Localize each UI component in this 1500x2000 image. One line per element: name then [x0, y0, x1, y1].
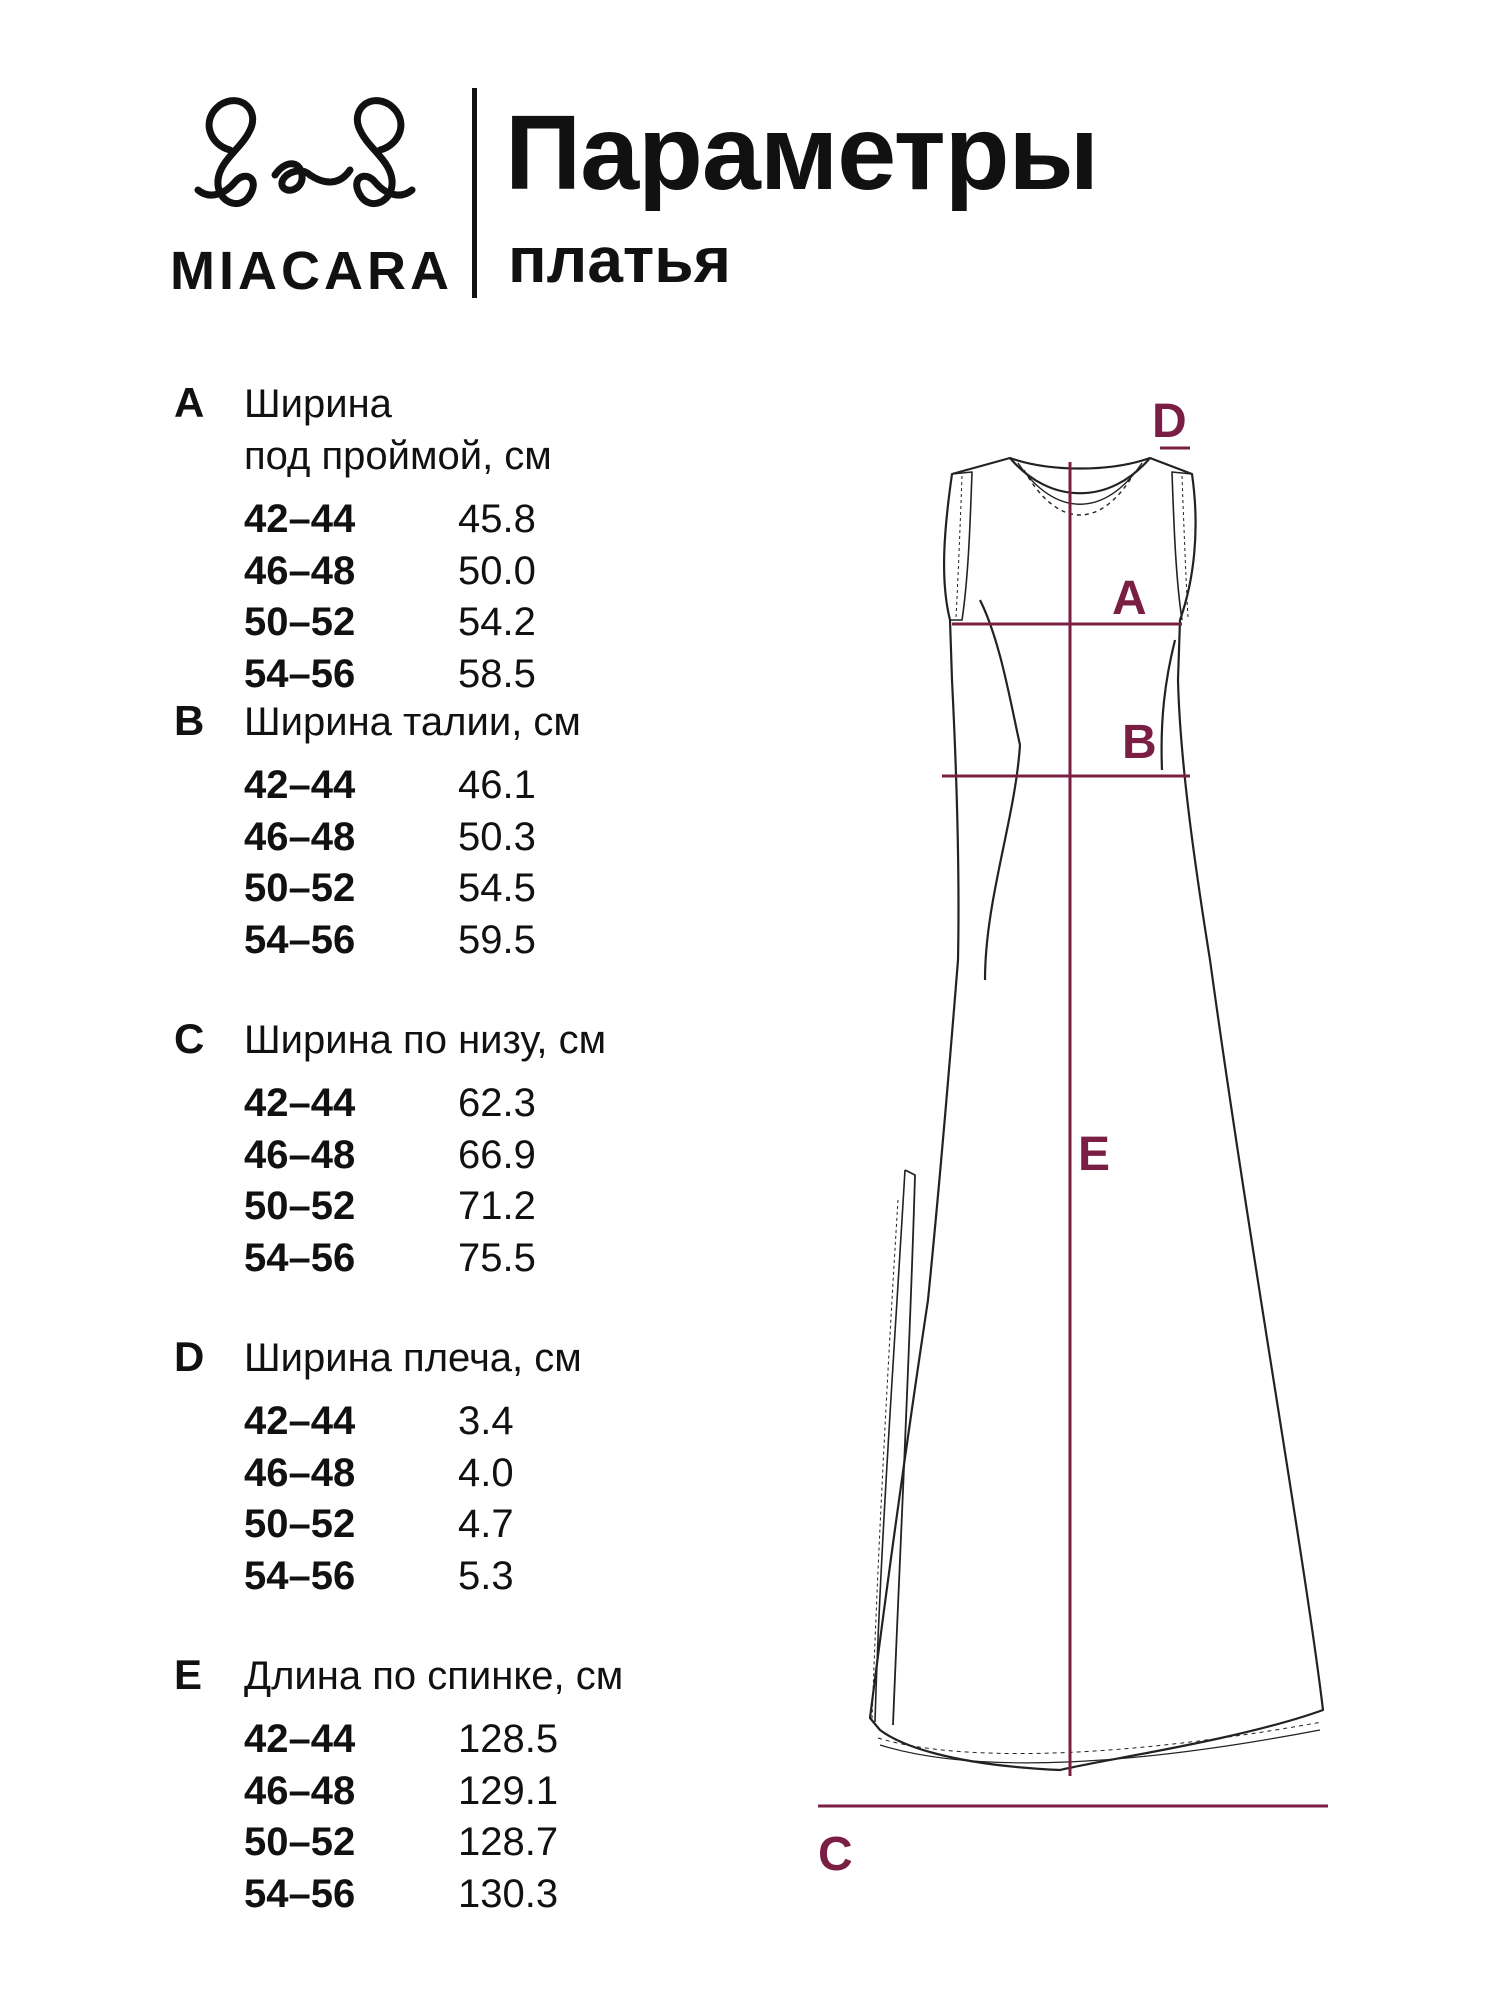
size-value: 4.0	[458, 1450, 514, 1495]
diagram-label-a: A	[1112, 572, 1147, 625]
table-row	[244, 760, 790, 812]
size-value: 71.2	[458, 1184, 536, 1228]
size-value: 5.3	[458, 1553, 514, 1598]
dress-diagram	[800, 380, 1360, 1900]
size-table	[244, 1078, 790, 1284]
sleeveless-maxi-dress-icon	[870, 458, 1323, 1770]
size-value: 128.7	[458, 1820, 559, 1864]
miacara-monogram-icon	[190, 90, 420, 220]
size-value: 129.1	[458, 1768, 559, 1813]
size-table	[244, 760, 790, 966]
measurement-c	[170, 1014, 790, 1332]
size-value: 4.7	[458, 1502, 514, 1546]
table-row	[244, 1396, 790, 1448]
table-row	[244, 546, 790, 598]
measurement-label: Ширина под проймой, см	[244, 382, 552, 478]
table-row	[244, 812, 790, 864]
size-range: 46–48	[244, 548, 356, 593]
size-value: 46.1	[458, 763, 536, 807]
table-row	[244, 494, 790, 546]
measurement-label: Ширина по низу, см	[244, 1018, 607, 1062]
size-range: 50–52	[244, 600, 356, 644]
size-range: 46–48	[244, 1450, 356, 1495]
size-range: 54–56	[244, 917, 356, 962]
measurement-e	[170, 1650, 790, 1920]
measurement-d	[170, 1332, 790, 1650]
page-subtitle: платья	[508, 224, 731, 296]
size-value: 75.5	[458, 1235, 536, 1280]
size-range: 42–44	[244, 497, 356, 541]
brand-logo	[170, 90, 453, 301]
diagram-label-c: C	[818, 1828, 853, 1881]
size-value: 54.2	[458, 600, 536, 644]
measurement-list	[170, 378, 790, 1920]
table-row	[244, 1499, 790, 1551]
table-row	[244, 1181, 790, 1233]
size-range: 42–44	[244, 1717, 356, 1761]
brand-name: MIACARA	[170, 241, 453, 301]
size-range: 42–44	[244, 1399, 356, 1443]
table-row	[244, 1869, 790, 1921]
size-table	[244, 494, 790, 700]
size-value: 128.5	[458, 1717, 559, 1761]
table-row	[244, 1766, 790, 1818]
size-value: 3.4	[458, 1399, 514, 1443]
diagram-label-d: D	[1152, 395, 1187, 448]
measurement-b	[170, 696, 790, 1014]
size-value: 62.3	[458, 1081, 536, 1125]
size-table	[244, 1714, 790, 1920]
size-value: 45.8	[458, 497, 536, 541]
table-row	[244, 649, 790, 701]
measurement-letter: B	[174, 697, 205, 744]
table-row	[244, 1551, 790, 1603]
measurement-letter: A	[174, 379, 205, 426]
table-row	[244, 1078, 790, 1130]
measurement-letter: C	[174, 1015, 205, 1062]
table-row	[244, 1714, 790, 1766]
page-title: Параметры	[505, 94, 1098, 212]
size-table	[244, 1396, 790, 1602]
size-value: 50.0	[458, 548, 536, 593]
header-divider	[472, 88, 477, 298]
size-range: 54–56	[244, 1871, 356, 1916]
table-row	[244, 1130, 790, 1182]
measurement-letter: D	[174, 1333, 205, 1380]
size-range: 46–48	[244, 1132, 356, 1177]
size-range: 50–52	[244, 866, 356, 910]
size-range: 46–48	[244, 814, 356, 859]
size-range: 42–44	[244, 763, 356, 807]
size-value: 130.3	[458, 1871, 559, 1916]
size-range: 54–56	[244, 1553, 356, 1598]
table-row	[244, 1817, 790, 1869]
measurement-a	[170, 378, 790, 696]
measurement-label: Ширина плеча, см	[244, 1336, 582, 1380]
table-row	[244, 915, 790, 967]
measurement-label: Длина по спинке, см	[244, 1654, 624, 1698]
diagram-label-b: B	[1122, 716, 1157, 769]
table-row	[244, 1448, 790, 1500]
size-value: 50.3	[458, 814, 536, 859]
size-range: 42–44	[244, 1081, 356, 1125]
size-value: 54.5	[458, 866, 536, 910]
table-row	[244, 863, 790, 915]
size-range: 54–56	[244, 651, 356, 696]
table-row	[244, 597, 790, 649]
measurement-label: Ширина талии, см	[244, 700, 581, 744]
diagram-label-e: E	[1078, 1128, 1111, 1181]
table-row	[244, 1233, 790, 1285]
size-range: 46–48	[244, 1768, 356, 1813]
size-range: 50–52	[244, 1502, 356, 1546]
size-value: 66.9	[458, 1132, 536, 1177]
size-range: 50–52	[244, 1184, 356, 1228]
size-value: 58.5	[458, 651, 536, 696]
size-value: 59.5	[458, 917, 536, 962]
measurement-letter: E	[174, 1651, 203, 1698]
size-range: 50–52	[244, 1820, 356, 1864]
size-range: 54–56	[244, 1235, 356, 1280]
